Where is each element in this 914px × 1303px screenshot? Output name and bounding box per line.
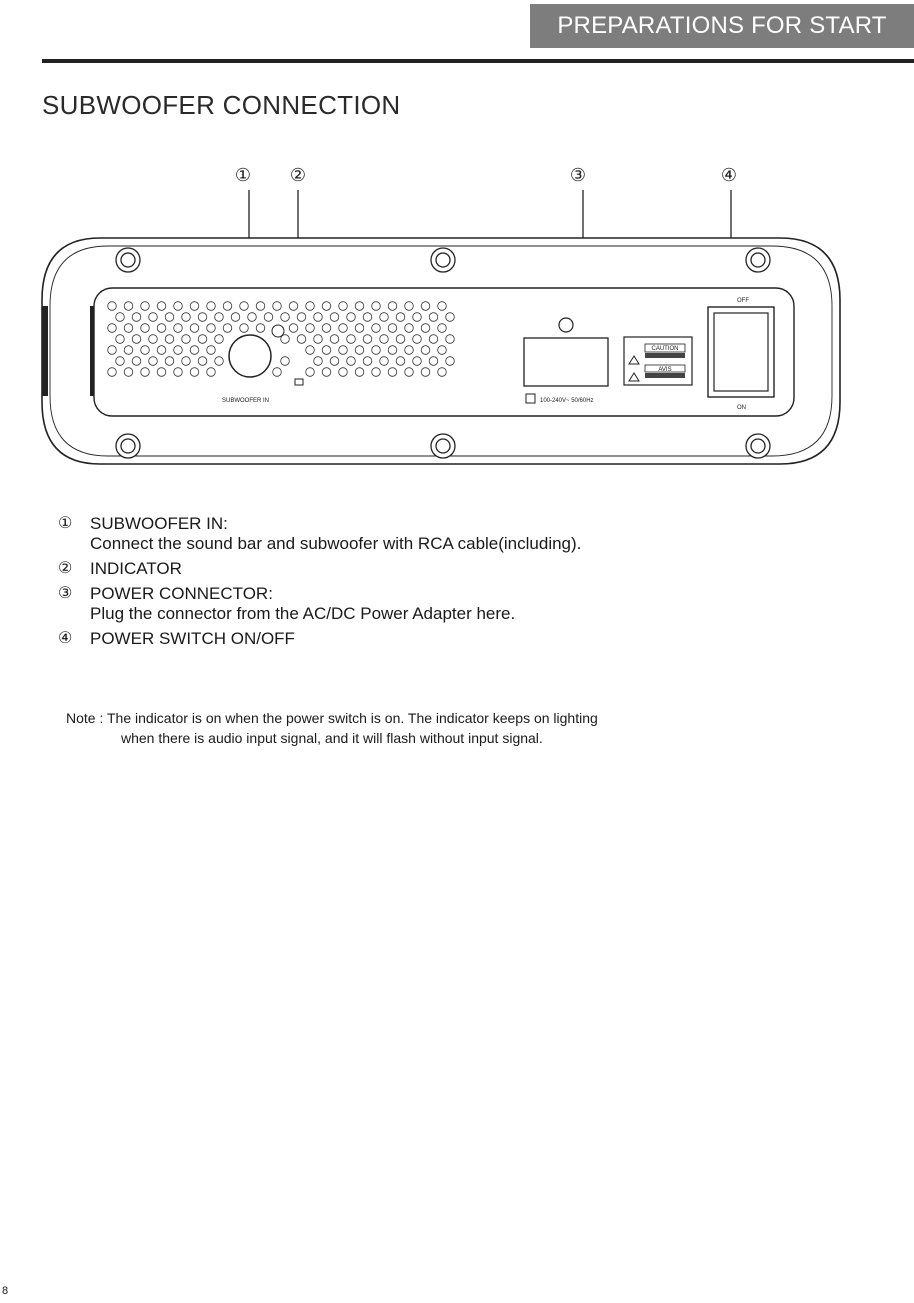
avis-text: AVIS: [658, 367, 672, 373]
power-mount-hole: [559, 318, 573, 332]
callout-3: ③: [569, 165, 587, 186]
page-title: SUBWOOFER CONNECTION: [42, 90, 401, 120]
caution-text: CAUTION: [651, 346, 679, 352]
callout-2: ②: [289, 165, 307, 186]
item-title: INDICATOR: [90, 559, 182, 578]
list-item: [58, 514, 581, 554]
note-text-line-1: The indicator is on when the power switch is on. The indicator keeps on lighting: [107, 710, 598, 726]
subwoofer-in-port: [229, 335, 271, 377]
power-rating-box: [526, 394, 535, 403]
item-number: ④: [58, 630, 73, 647]
connection-items-list: [58, 514, 581, 654]
item-description: Plug the connector from the AC/DC Power Adapter here.: [90, 604, 516, 623]
subwoofer-in-port-label: SUBWOOFER IN: [222, 398, 270, 404]
callout-1: ①: [234, 165, 252, 186]
grille-dot: [272, 325, 284, 337]
power-switch-rocker: [714, 313, 768, 391]
side-handle-left: [42, 306, 48, 396]
page-number: 8: [2, 1285, 9, 1297]
callout-4: ④: [720, 165, 738, 186]
switch-on-label: ON: [737, 405, 746, 411]
header-divider: [42, 59, 914, 63]
item-number: ②: [58, 560, 73, 577]
item-description: Connect the sound bar and subwoofer with RCA cable(including).: [90, 534, 582, 553]
subwoofer-rear-panel-diagram: [0, 150, 914, 480]
item-title: POWER SWITCH ON/OFF: [90, 629, 295, 648]
list-item: [58, 559, 581, 579]
note-text-line-2: when there is audio input signal, and it will flash without input signal.: [121, 730, 543, 746]
list-item: [58, 629, 581, 649]
item-number: ③: [58, 585, 73, 602]
list-item: [58, 584, 581, 624]
power-connector: [524, 338, 608, 386]
power-rating-label: 100-240V~ 50/60Hz: [540, 398, 594, 404]
switch-off-label: OFF: [737, 298, 749, 304]
indicator-led: [295, 379, 303, 385]
item-title: SUBWOOFER IN:: [90, 514, 228, 533]
section-header-tab: PREPARATIONS FOR START: [530, 4, 914, 48]
note-block: [66, 708, 786, 748]
item-number: ①: [58, 515, 73, 532]
item-title: POWER CONNECTOR:: [90, 584, 273, 603]
note-label: Note :: [66, 710, 104, 726]
